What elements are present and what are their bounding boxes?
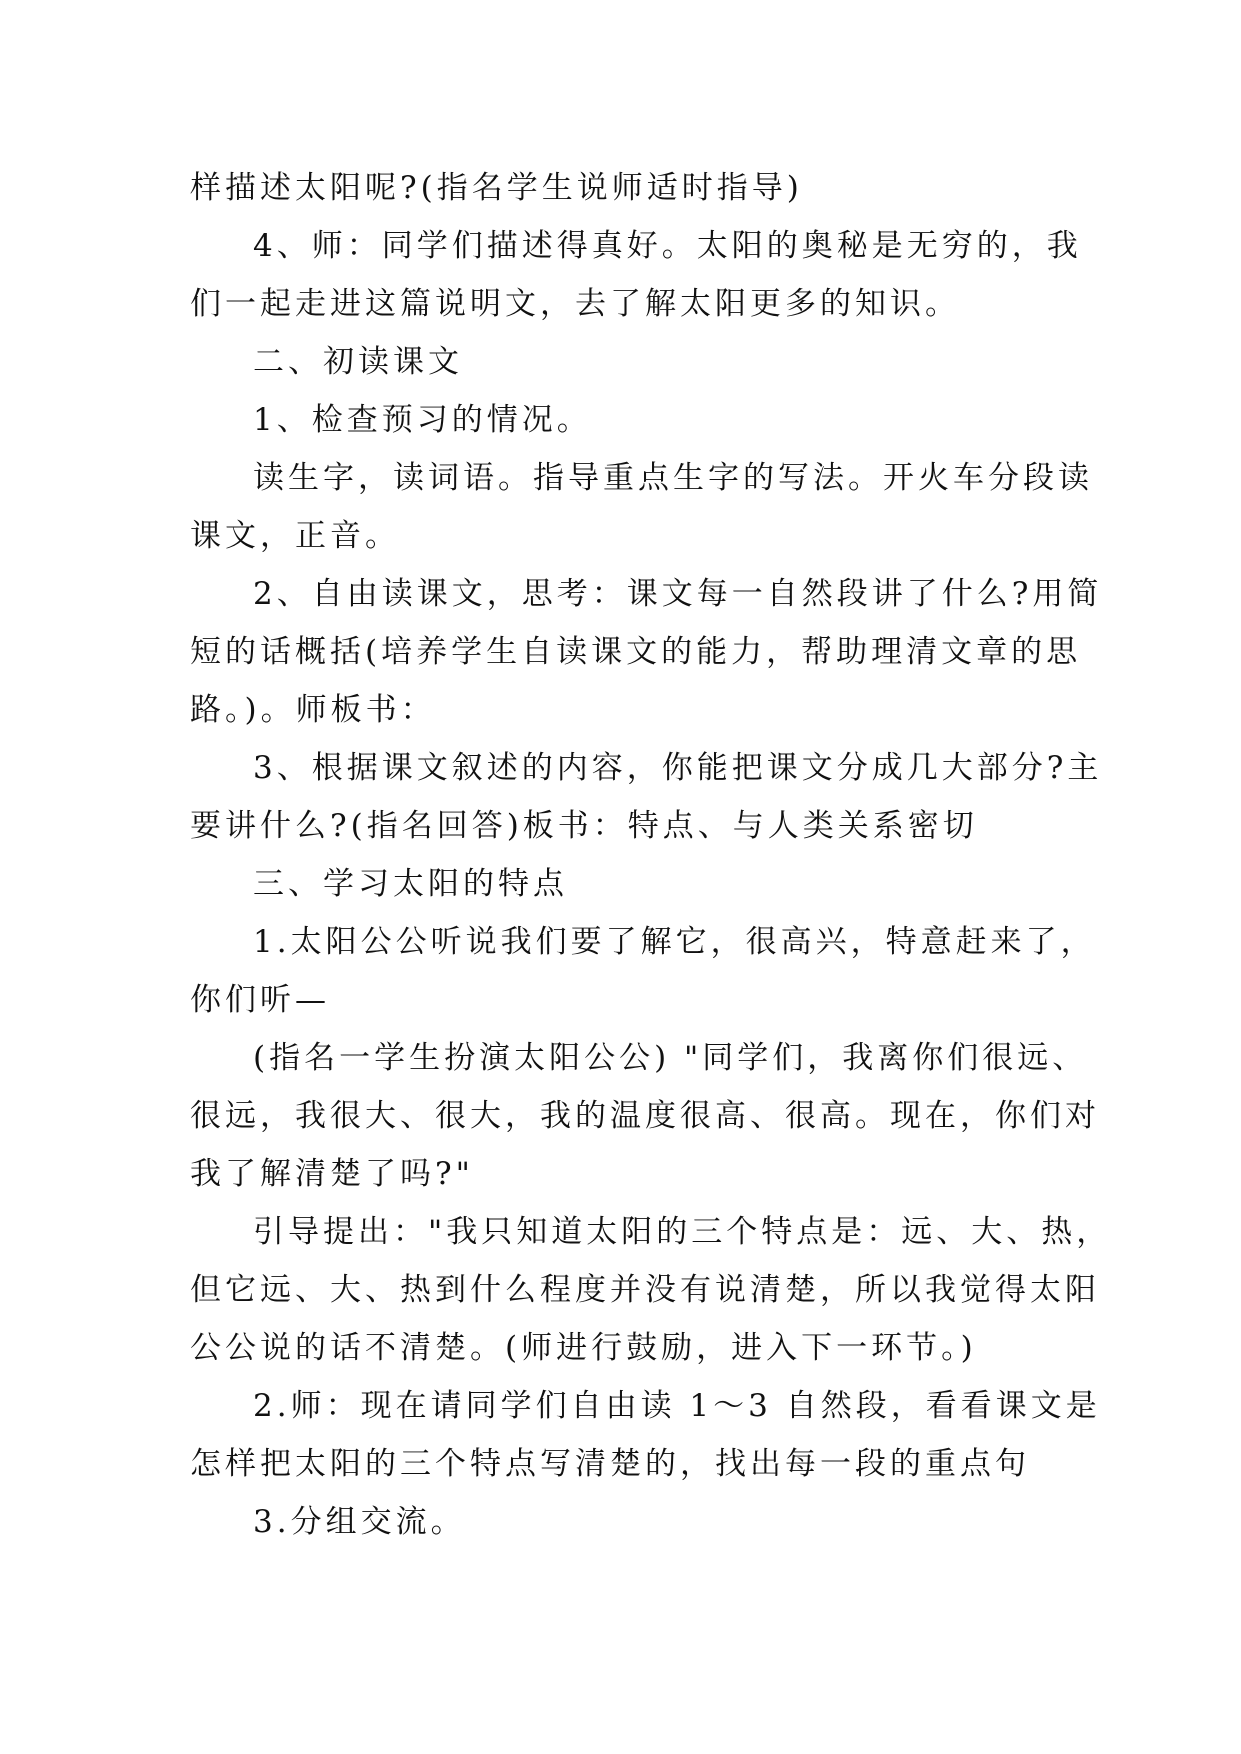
text-line: 引导提出："我只知道太阳的三个特点是：远、大、热， <box>253 1214 1112 1250</box>
text-line: 样描述太阳呢?(指名学生说师适时指导) <box>190 170 803 206</box>
text-line: 要讲什么?(指名回答)板书：特点、与人类关系密切 <box>190 808 978 844</box>
text-line: 4、师：同学们描述得真好。太阳的奥秘是无穷的，我 <box>253 228 1082 264</box>
text-line: 路。)。师板书： <box>190 692 436 728</box>
text-line: 2、自由读课文，思考：课文每一自然段讲了什么?用简 <box>253 576 1103 612</box>
text-line: 我了解清楚了吗?" <box>190 1156 474 1192</box>
text-line: 公公说的话不清楚。(师进行鼓励，进入下一环节。) <box>190 1330 977 1366</box>
text-line: 但它远、大、热到什么程度并没有说清楚，所以我觉得太阳 <box>190 1272 1100 1308</box>
text-line: 3.分组交流。 <box>253 1504 466 1540</box>
text-line: 短的话概括(培养学生自读课文的能力，帮助理清文章的思 <box>190 634 1082 670</box>
text-line: 3、根据课文叙述的内容，你能把课文分成几大部分?主 <box>253 750 1103 786</box>
text-line: 怎样把太阳的三个特点写清楚的，找出每一段的重点句 <box>190 1446 1030 1482</box>
text-line: 1.太阳公公听说我们要了解它，很高兴，特意赶来了， <box>253 924 1096 960</box>
text-line: 很远，我很大、很大，我的温度很高、很高。现在，你们对 <box>190 1098 1100 1134</box>
text-line: 课文，正音。 <box>190 518 400 554</box>
section-heading: 二、初读课文 <box>253 344 463 380</box>
text-line: 你们听— <box>190 982 330 1018</box>
document-body <box>190 159 1112 1551</box>
text-line: 读生字，读词语。指导重点生字的写法。开火车分段读 <box>253 460 1093 496</box>
text-line: 1、检查预习的情况。 <box>253 402 592 438</box>
text-line: 们一起走进这篇说明文，去了解太阳更多的知识。 <box>190 286 960 322</box>
text-line: (指名一学生扮演太阳公公) "同学们，我离你们很远、 <box>253 1040 1088 1076</box>
section-heading: 三、学习太阳的特点 <box>253 866 568 902</box>
text-line: 2.师：现在请同学们自由读 1～3 自然段，看看课文是 <box>253 1388 1101 1424</box>
